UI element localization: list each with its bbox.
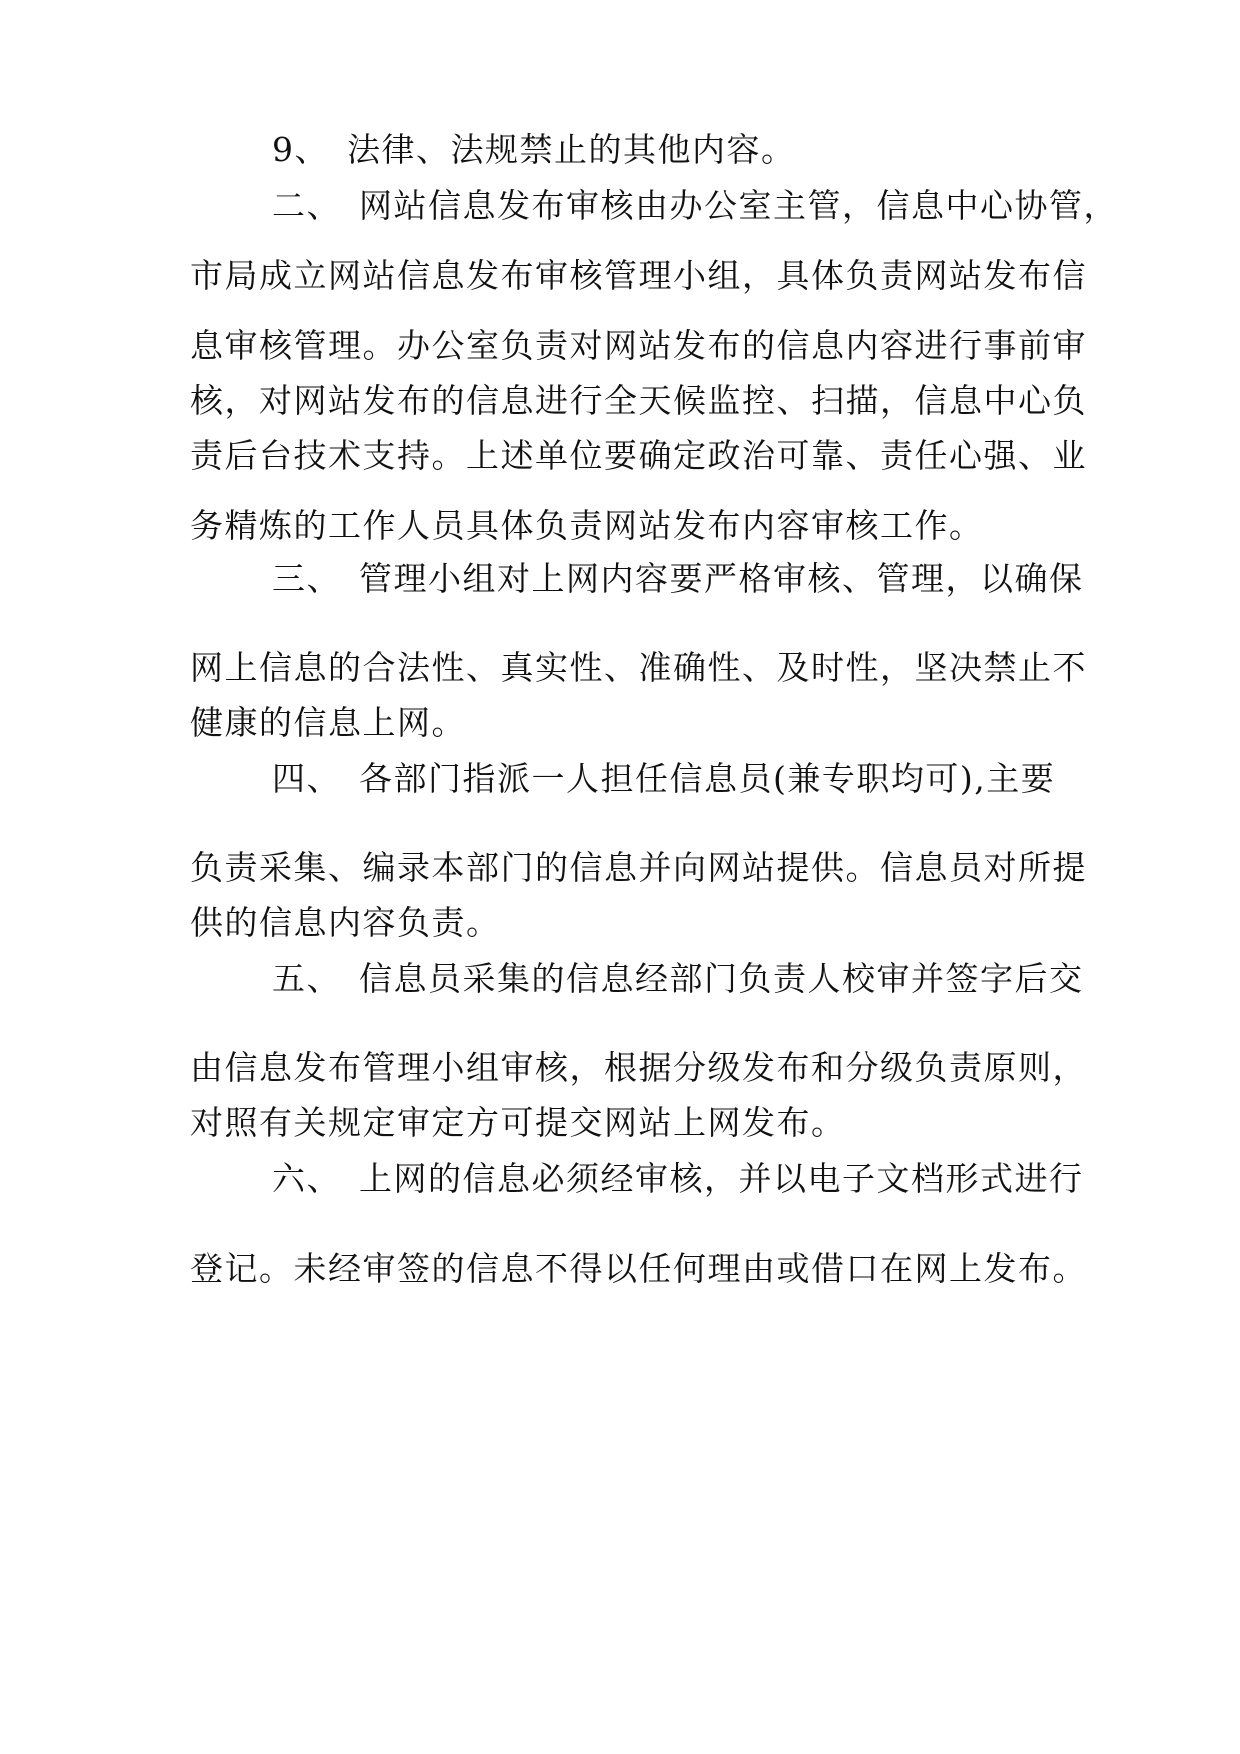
item-number: 9、 xyxy=(272,130,329,169)
section-6-heading-line xyxy=(272,1159,1084,1199)
paragraph-text: 管理小组对上网内容要严格审核、管理，以确保 xyxy=(359,559,1084,598)
paragraph-text: 信息员采集的信息经部门负责人校审并签字后交 xyxy=(359,959,1084,998)
paragraph-text: 各部门指派一人担任信息员(兼专职均可),主要 xyxy=(359,759,1056,798)
paragraph-text: 务精炼的工作人员具体负责网站发布内容审核工作。 xyxy=(190,506,984,545)
section-number: 五、 xyxy=(272,959,341,998)
paragraph-line xyxy=(190,326,1087,366)
list-item-9 xyxy=(272,130,796,170)
paragraph-line xyxy=(190,436,1087,476)
section-number: 二、 xyxy=(272,186,341,225)
section-5-heading-line xyxy=(272,959,1084,999)
section-4-heading-line xyxy=(272,759,1055,799)
paragraph-line xyxy=(190,1249,1087,1289)
paragraph-line xyxy=(190,506,984,546)
paragraph-text: 负责采集、编录本部门的信息并向网站提供。信息员对所提 xyxy=(190,848,1087,887)
paragraph-text: 由信息发布管理小组审核，根据分级发布和分级负责原则， xyxy=(190,1048,1087,1087)
paragraph-line xyxy=(190,903,501,943)
paragraph-text: 登记。未经审签的信息不得以任何理由或借口在网上发布。 xyxy=(190,1249,1087,1288)
paragraph-text: 市局成立网站信息发布审核管理小组，具体负责网站发布信 xyxy=(190,256,1087,295)
section-number: 三、 xyxy=(272,559,341,598)
paragraph-line xyxy=(190,848,1087,888)
paragraph-line xyxy=(190,1048,1087,1088)
paragraph-text: 供的信息内容负责。 xyxy=(190,903,501,942)
section-3-heading-line xyxy=(272,559,1084,599)
paragraph-line xyxy=(190,1103,846,1143)
section-2-heading-line xyxy=(272,186,1118,226)
paragraph-line xyxy=(190,381,1087,421)
paragraph-text: 网站信息发布审核由办公室主管，信息中心协管， xyxy=(359,186,1118,225)
paragraph-text: 健康的信息上网。 xyxy=(190,703,466,742)
paragraph-line xyxy=(190,703,466,743)
section-number: 六、 xyxy=(272,1159,341,1198)
paragraph-line xyxy=(190,256,1087,296)
item-text: 法律、法规禁止的其他内容。 xyxy=(347,130,796,169)
paragraph-text: 上网的信息必须经审核，并以电子文档形式进行 xyxy=(359,1159,1084,1198)
paragraph-text: 对照有关规定审定方可提交网站上网发布。 xyxy=(190,1103,846,1142)
paragraph-text: 息审核管理。办公室负责对网站发布的信息内容进行事前审 xyxy=(190,326,1087,365)
section-number: 四、 xyxy=(272,759,341,798)
paragraph-text: 责后台技术支持。上述单位要确定政治可靠、责任心强、业 xyxy=(190,436,1087,475)
paragraph-line xyxy=(190,648,1087,688)
paragraph-text: 网上信息的合法性、真实性、准确性、及时性，坚决禁止不 xyxy=(190,648,1087,687)
paragraph-text: 核，对网站发布的信息进行全天候监控、扫描，信息中心负 xyxy=(190,381,1087,420)
